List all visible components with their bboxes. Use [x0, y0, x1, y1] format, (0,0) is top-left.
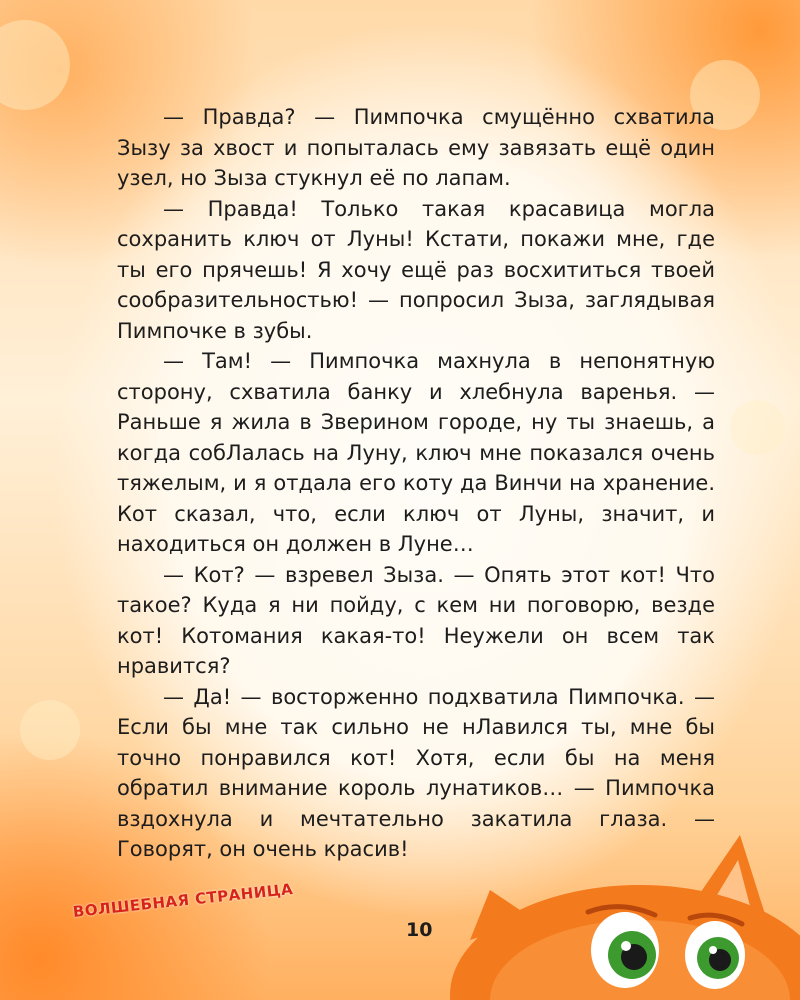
story-text: [117, 102, 715, 865]
bokeh-light: [0, 20, 70, 110]
paragraph: — Да! — восторженно подхватила Пимпочка. — Если бы мне так сильно не нЛавился ты, мне бы точно понравился кот! Хотя, если бы на меня обратил внимание король лунатиков… — Пимпочка вздохнула и мечтательно закатила глаза. — Говорят, он очень красив!: [117, 684, 715, 861]
bokeh-light: [730, 400, 785, 455]
paragraph: — Кот? — взревел Зыза. — Опять этот кот! Что такое? Куда я ни пойду, с кем ни поговорю, везде кот! Котомания какая-то! Неужели он всем так нравится?: [117, 562, 715, 678]
bokeh-light: [20, 700, 80, 760]
paragraph: — Правда? — Пимпочка смущённо схватила Зызу за хвост и попыталась ему завязать ещё один узел, но Зыза стукнул её по лапам.: [117, 105, 715, 190]
paragraph: — Там! — Пимпочка махнула в непонятную сторону, схватила банку и хлебнула варенья. — Раньше я жила в Зверином городе, ну ты знаешь, а когда собЛалась на Луну, ключ мне показался очень тяжелым, и я отдала его коту да Винчи на хранение. Кот сказал, что, если ключ от Луны, значит, и находиться он должен в Луне…: [117, 349, 715, 556]
page-number: 10: [406, 919, 433, 941]
paragraph: — Правда! Только такая красавица могла сохранить ключ от Луны! Кстати, покажи мне, где ты его прячешь! Я хочу ещё раз восхититься твоей сообразительностью! — попросил Зыза, заглядывая Пимпочке в зубы.: [117, 196, 715, 343]
series-title: ВОЛШЕБНАЯ СТРАНИЦА: [72, 879, 294, 921]
cat-face-icon: [450, 820, 800, 1000]
